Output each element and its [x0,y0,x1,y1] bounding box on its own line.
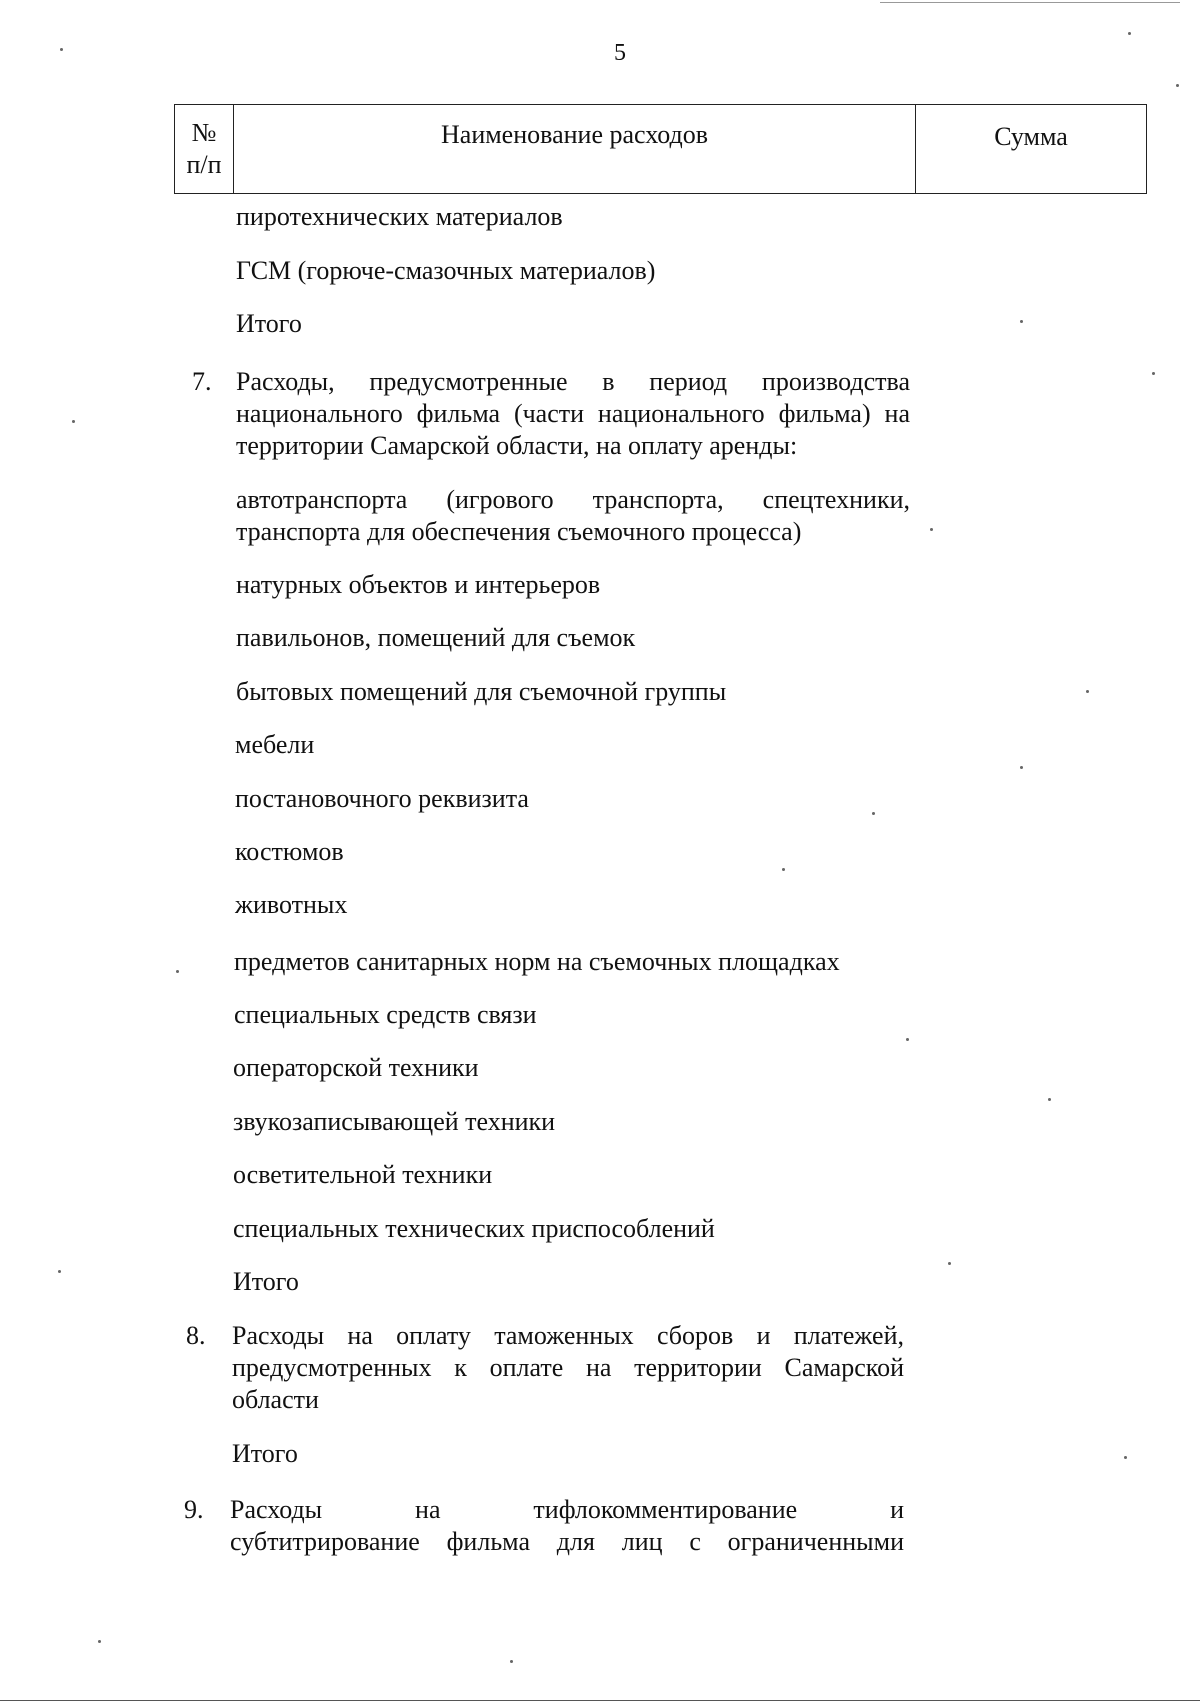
total-item6: Итого [236,309,302,338]
item7-sub-11: звукозаписывающей техники [233,1107,556,1136]
item7-sub-2: павильонов, помещений для съемок [236,623,636,652]
scan-speck [1176,84,1179,87]
scan-edge-line [880,2,1180,3]
scan-speck [1128,32,1131,35]
item9-line2: субтитрирование фильма для лиц с ограниченными [230,1527,904,1556]
item7-sub-8: предметов санитарных норм на съемочных площадках [234,947,840,976]
scan-speck [1124,1456,1127,1459]
header-number-symbol: № [191,118,217,147]
line-pyrotechnic: пиротехнических материалов [236,202,563,231]
item7-sub-13: специальных технических приспособлений [233,1214,715,1243]
item9-line1: Расходы на тифлокомментирование и [230,1495,904,1524]
scan-speck [1048,1098,1051,1101]
item8-text: Расходы на оплату таможенных сборов и платежей, предусмотренных к оплате на территории Самарской области [232,1321,904,1414]
scan-speck [906,1038,909,1041]
header-sum-cell: Сумма [994,122,1068,151]
item7-sub-3: бытовых помещений для съемочной группы [236,677,727,706]
item7-number: 7. [192,367,212,396]
item7-sub-6: костюмов [235,837,344,866]
scan-speck [176,970,179,973]
scan-speck [510,1660,513,1663]
scan-speck [72,420,75,423]
scan-speck [1086,690,1089,693]
item7-sub-12: осветительной техники [233,1160,493,1189]
scan-speck [1152,372,1155,375]
line-fuel-lubricants: ГСМ (горюче-смазочных материалов) [236,256,656,285]
page-number: 5 [614,40,626,66]
item7-sub-5: постановочного реквизита [235,784,529,813]
table-header [174,104,1147,194]
scan-speck [930,528,933,531]
scan-speck [58,1270,61,1273]
total-item7: Итого [233,1267,299,1296]
scan-bottom-edge [0,1700,1200,1701]
scan-speck [782,868,785,871]
total-item8: Итого [232,1439,298,1468]
scan-speck [98,1640,101,1643]
scan-speck [948,1262,951,1265]
item7-text: Расходы, предусмотренные в период производства национального фильма (части национального фильма) на территории Самарской области, на оплату аренды: [236,367,910,460]
scan-speck [872,812,875,815]
scan-speck [1020,766,1023,769]
item7-sub-auto: автотранспорта (игрового транспорта, спецтехники, транспорта для обеспечения съемочного процесса) [236,485,910,546]
item7-sub-7: животных [235,890,348,919]
header-number-cell [175,105,234,193]
item9-number: 9. [184,1495,204,1524]
item8-number: 8. [186,1321,206,1350]
item7-sub-1: натурных объектов и интерьеров [236,570,601,599]
header-number-abbr: п/п [186,150,222,179]
header-name-cell: Наименование расходов [234,105,916,193]
item7-sub-10: операторской техники [233,1053,479,1082]
scan-speck [60,48,63,51]
item7-sub-4: мебели [235,730,315,759]
item7-sub-9: специальных средств связи [234,1000,537,1029]
scan-speck [1020,320,1023,323]
